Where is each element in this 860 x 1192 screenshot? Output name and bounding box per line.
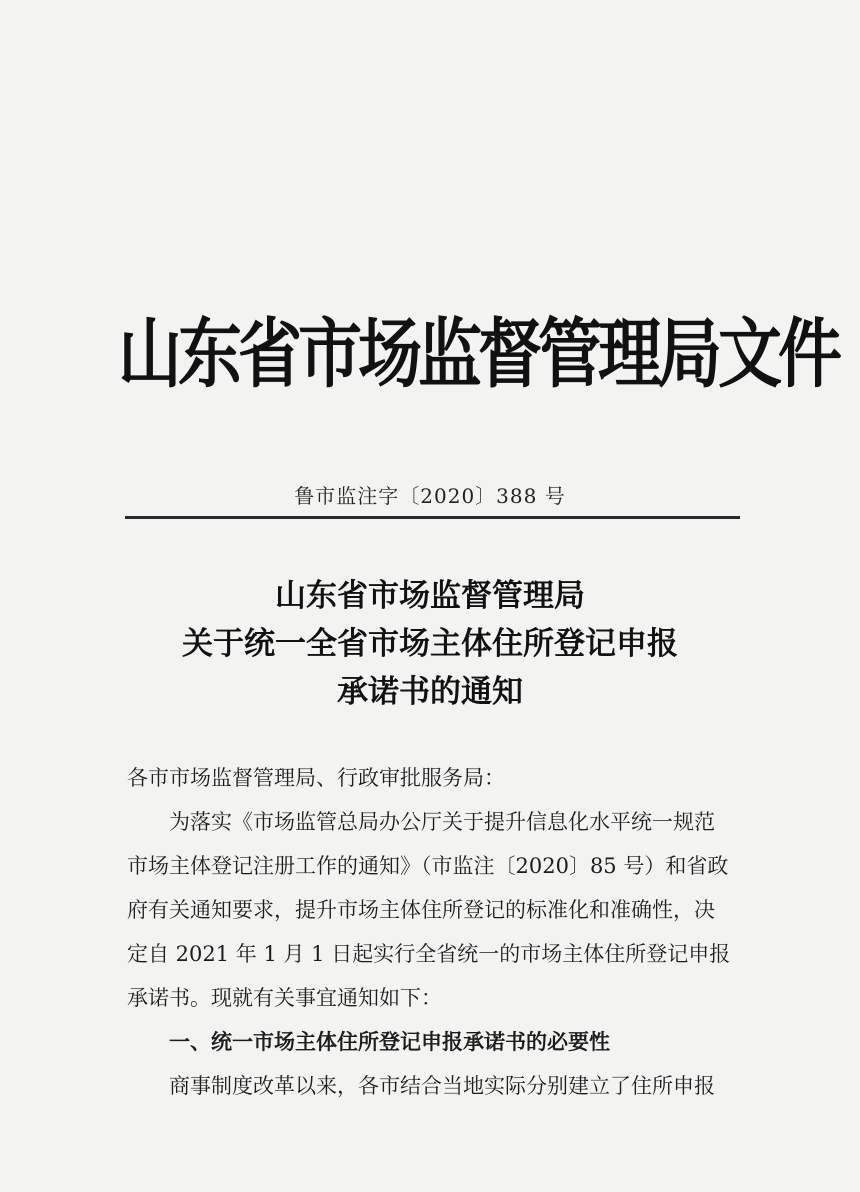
paragraph-line: 定自 2021 年 1 月 1 日起实行全省统一的市场主体住所登记申报: [127, 942, 731, 966]
header-divider: [125, 516, 740, 519]
addressee-line: 各市市场监督管理局、行政审批服务局：: [127, 766, 505, 790]
paragraph-line: 为落实《市场监管总局办公厅关于提升信息化水平统一规范: [169, 810, 715, 834]
document-number: 鲁市监注字〔2020〕388 号: [294, 484, 566, 508]
notice-body: [127, 756, 747, 1108]
paragraph-line: 商事制度改革以来，各市结合当地实际分别建立了住所申报: [169, 1074, 715, 1098]
notice-title: [0, 572, 860, 716]
issuer-header-title: 山东省市场监督管理局文件: [118, 311, 838, 399]
title-line: 关于统一全省市场主体住所登记申报: [182, 626, 678, 662]
section-heading: 一、统一市场主体住所登记申报承诺书的必要性: [169, 1030, 610, 1054]
title-line: 山东省市场监督管理局: [275, 578, 585, 614]
paragraph-line: 市场主体登记注册工作的通知》（市监注〔2020〕85 号）和省政: [127, 854, 729, 878]
paragraph-line: 府有关通知要求，提升市场主体住所登记的标准化和准确性，决: [127, 898, 715, 922]
paragraph-line: 承诺书。现就有关事宜通知如下：: [127, 986, 442, 1010]
title-line: 承诺书的通知: [337, 674, 523, 710]
